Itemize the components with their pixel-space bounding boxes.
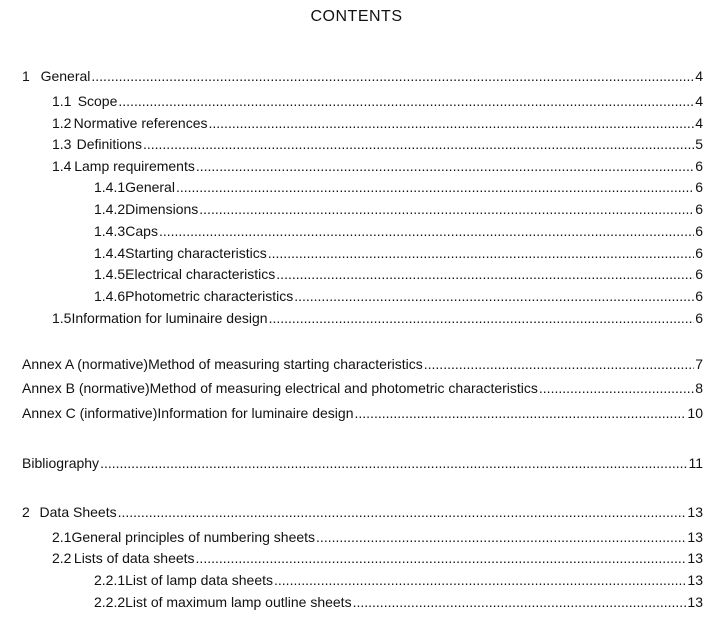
dot-leader (91, 66, 694, 86)
dot-leader (176, 177, 694, 197)
toc-label: General (40, 68, 91, 84)
toc-number: 1.1 (52, 93, 72, 109)
toc-page: 8 (695, 380, 703, 396)
toc-entry-annex-a[interactable] (22, 354, 703, 374)
toc-page: 13 (687, 529, 703, 545)
toc-page: 4 (695, 68, 703, 84)
toc-label: Photometric characteristics (125, 288, 294, 304)
toc-page: 6 (695, 288, 703, 304)
toc-page: 6 (695, 201, 703, 217)
toc-page: 6 (695, 245, 703, 261)
toc-page: 4 (695, 115, 703, 131)
dot-leader (196, 156, 694, 176)
dot-leader (100, 453, 687, 473)
toc-page: 13 (687, 594, 703, 610)
toc-page: 10 (687, 405, 703, 421)
toc-number: 2.1 (52, 529, 72, 545)
toc-label: Lamp requirements (74, 158, 195, 174)
toc-label: Information for luminaire design (71, 310, 268, 326)
dot-leader (118, 91, 694, 111)
toc-label: Scope (77, 93, 118, 109)
dot-leader (539, 378, 694, 398)
toc-page: 6 (695, 158, 703, 174)
toc-page: 13 (687, 504, 703, 520)
dot-leader (353, 592, 687, 612)
annex-label: Annex A (normative) (22, 356, 149, 372)
toc-entry[interactable] (52, 156, 703, 176)
toc-number: 1.4.5 (94, 266, 126, 282)
dot-leader (118, 502, 687, 522)
toc-entry[interactable] (52, 91, 703, 111)
toc-entry[interactable] (52, 113, 703, 133)
toc-number: 1.4.2 (94, 201, 126, 217)
toc-entry-annex-b[interactable] (22, 378, 703, 398)
dot-leader (316, 527, 686, 547)
toc-number: 1.2 (52, 115, 72, 131)
toc-page: 4 (695, 93, 703, 109)
dot-leader (159, 221, 694, 241)
dot-leader (294, 286, 694, 306)
toc-entry[interactable] (94, 177, 703, 197)
toc-entry-bibliography[interactable] (22, 453, 703, 473)
toc-entry[interactable] (94, 570, 703, 590)
toc-number: 1 (22, 68, 30, 84)
toc-entry[interactable] (52, 308, 703, 328)
toc-entry[interactable] (52, 548, 703, 568)
dot-leader (143, 134, 694, 154)
annex-label: Annex B (normative) (22, 380, 150, 396)
toc-number: 2.2.2 (94, 594, 126, 610)
toc-label: Caps (125, 223, 158, 239)
dot-leader (355, 403, 687, 423)
toc-label: Normative references (73, 115, 208, 131)
toc-entry[interactable] (52, 527, 703, 547)
toc-number: 1.4.4 (94, 245, 126, 261)
toc-page: 6 (695, 179, 703, 195)
toc-label: Starting characteristics (125, 245, 267, 261)
dot-leader (199, 199, 694, 219)
toc-page: 13 (687, 550, 703, 566)
toc-page: 7 (695, 356, 703, 372)
toc-label: Bibliography (22, 455, 100, 471)
dot-leader (276, 264, 694, 284)
toc-number: 1.4.1 (94, 179, 126, 195)
toc-entry[interactable] (52, 134, 703, 154)
toc-label: Method of measuring starting characteristics (148, 356, 423, 372)
toc-label: General (125, 179, 175, 195)
dot-leader (196, 548, 687, 568)
toc-label: Lists of data sheets (73, 550, 195, 566)
toc-label: Information for luminaire design (157, 405, 354, 421)
toc-page: 6 (695, 266, 703, 282)
toc-number: 1.3 (52, 136, 72, 152)
toc-number: 1.4.3 (94, 223, 126, 239)
toc-page: 5 (695, 136, 703, 152)
toc-entry[interactable] (94, 264, 703, 284)
toc-entry[interactable] (94, 199, 703, 219)
dot-leader (268, 243, 694, 263)
toc-label: List of lamp data sheets (125, 572, 274, 588)
toc-number: 2.2 (52, 550, 72, 566)
toc-number: 2.2.1 (94, 572, 126, 588)
dot-leader (424, 354, 694, 374)
toc-entry-annex-c[interactable] (22, 403, 703, 423)
annex-label: Annex C (informative) (22, 405, 158, 421)
toc-label: General principles of numbering sheets (71, 529, 316, 545)
toc-entry[interactable] (94, 286, 703, 306)
toc-label: List of maximum lamp outline sheets (125, 594, 352, 610)
toc-number: 1.4 (52, 158, 72, 174)
toc-number: 2 (22, 504, 30, 520)
page-title: CONTENTS (310, 8, 403, 25)
toc-entry[interactable] (22, 502, 703, 522)
toc-page: 13 (687, 572, 703, 588)
toc-entry[interactable] (94, 592, 703, 612)
toc-entry[interactable] (94, 243, 703, 263)
toc-label: Dimensions (125, 201, 199, 217)
toc-label: Method of measuring electrical and photometric characteristics (149, 380, 538, 396)
toc-page: 11 (688, 455, 703, 471)
toc-label: Data Sheets (39, 504, 117, 520)
dot-leader (209, 113, 695, 133)
toc-page: 6 (695, 223, 703, 239)
toc-label: Electrical characteristics (125, 266, 276, 282)
toc-number: 1.5 (52, 310, 72, 326)
toc-page: 6 (695, 310, 703, 326)
dot-leader (269, 308, 695, 328)
toc-number: 1.4.6 (94, 288, 126, 304)
toc-entry[interactable] (22, 66, 703, 86)
toc-label: Definitions (76, 136, 142, 152)
dot-leader (274, 570, 686, 590)
toc-entry[interactable] (94, 221, 703, 241)
